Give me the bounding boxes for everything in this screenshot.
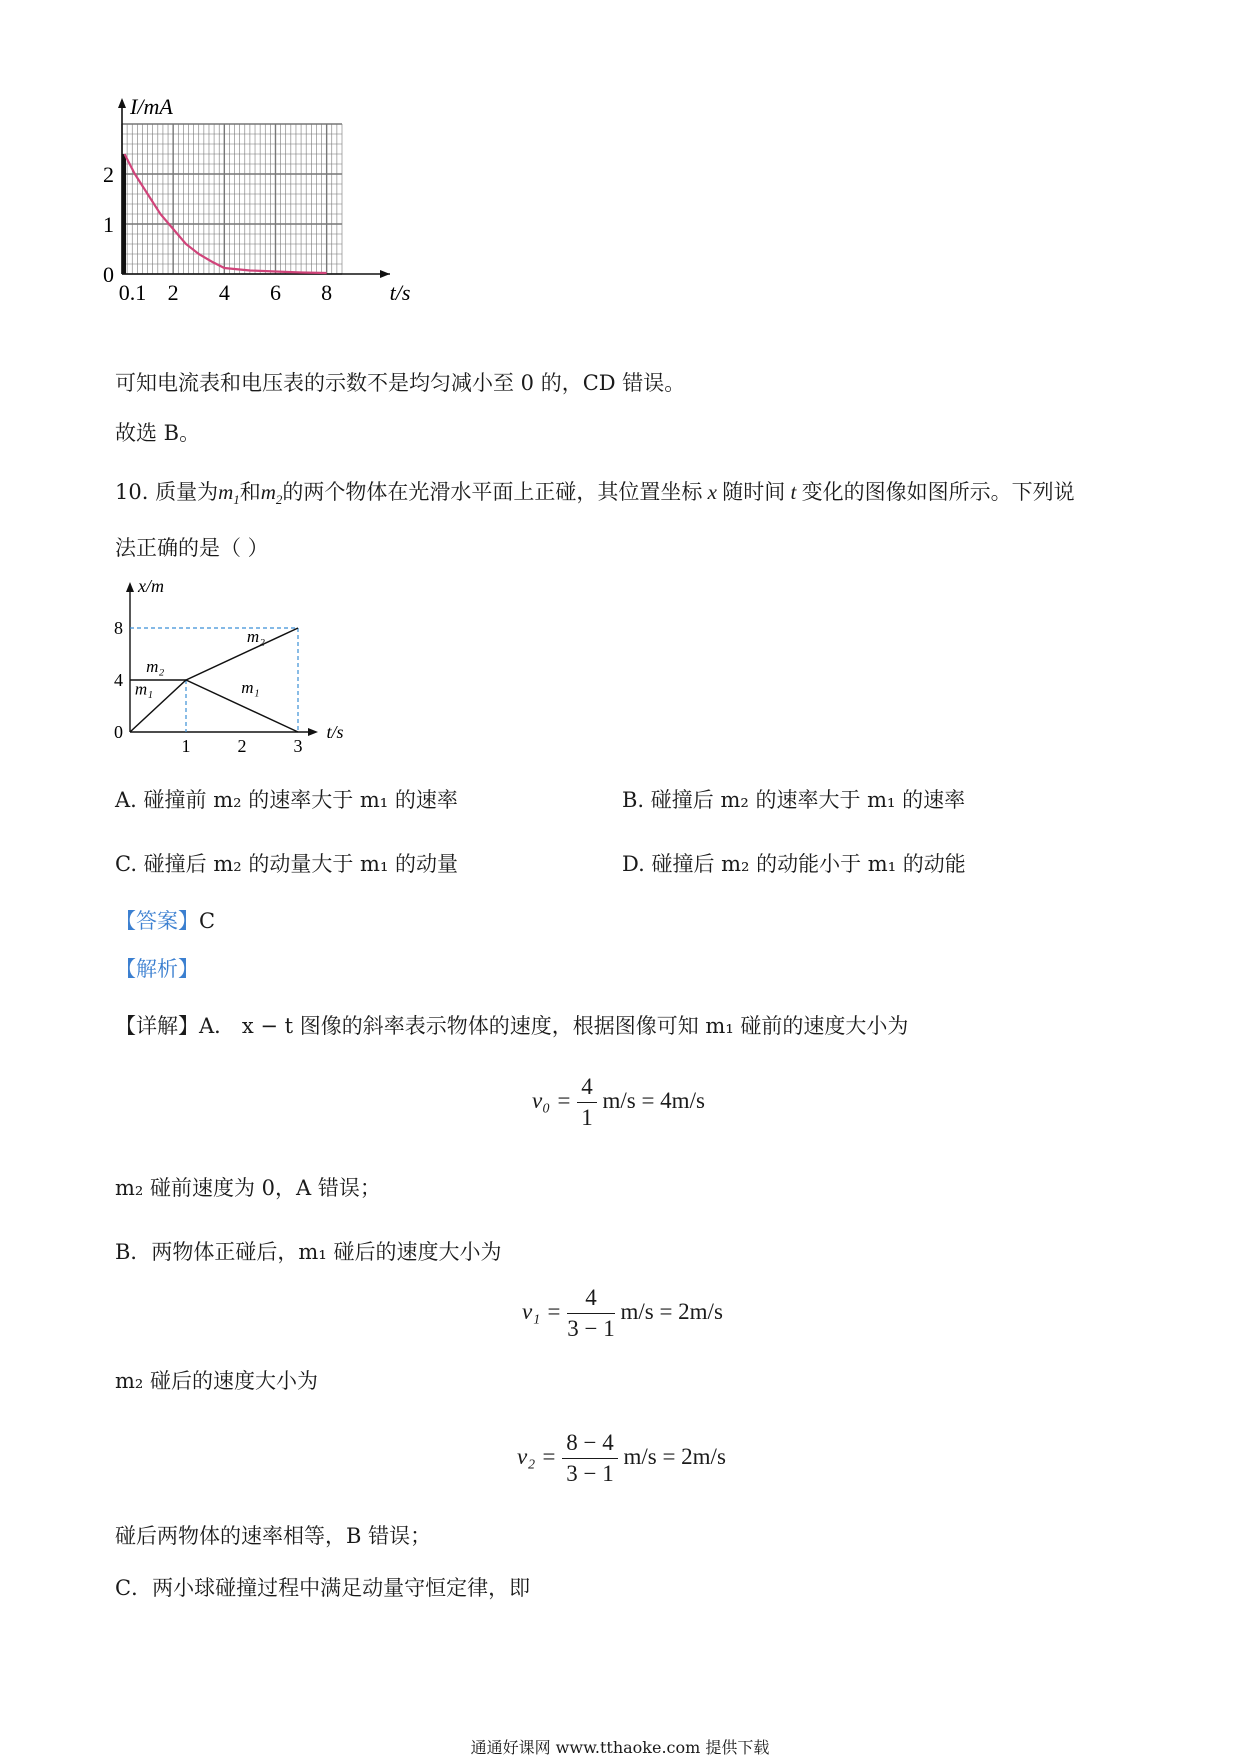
series-m1-line (130, 680, 298, 732)
chart2-marks (130, 628, 298, 732)
question-10-line2: 法正确的是（ ） (115, 536, 269, 560)
chart1-axes (118, 98, 390, 278)
text-line-conclusion: 可知电流表和电压表的示数不是均匀减小至 0 的，CD 错误。 (115, 371, 686, 395)
eq2-numerator: 4 (567, 1283, 614, 1314)
x-symbol: x (702, 480, 723, 504)
eq1-rhs: m/s = 4m/s (602, 1087, 705, 1113)
y-axis-arrow (126, 582, 134, 592)
chart2-labels (114, 576, 344, 752)
eq3-rhs: m/s = 2m/s (623, 1443, 726, 1469)
y-axis-label: x/m (138, 576, 164, 596)
x-axis-label: t/s (326, 722, 344, 742)
option-a[interactable]: A. 碰撞前 m₂ 的速率大于 m₁ 的速率 (115, 788, 458, 812)
x-tick-label: 0.1 (118, 280, 147, 305)
m2-symbol: $m_2$ (260, 480, 283, 508)
y-tick-label: 0 (103, 262, 114, 287)
detail-label: 【详解】 (115, 1014, 199, 1038)
y-tick-label: 0 (114, 722, 123, 742)
x-axis-label: t/s (389, 280, 411, 305)
y-axis-label: I/mA (130, 94, 173, 119)
x-axis-arrow (308, 728, 318, 736)
t-symbol: t (785, 480, 802, 504)
x-tick-label: 3 (293, 736, 303, 752)
equation-v2 (517, 1428, 726, 1489)
q10-part-b: 和 (239, 480, 261, 504)
equation-v0 (532, 1072, 705, 1133)
answer-line (115, 905, 215, 935)
question-10-line1 (115, 476, 1075, 508)
y-tick-label: 1 (103, 212, 114, 237)
y-axis-arrow (118, 98, 126, 108)
x-tick-label: 6 (269, 280, 281, 305)
y-tick-label: 4 (114, 670, 123, 690)
option-c[interactable]: C. 碰撞后 m₂ 的动量大于 m₁ 的动量 (115, 852, 459, 876)
option-b[interactable]: B. 碰撞后 m₂ 的速率大于 m₁ 的速率 (622, 788, 966, 812)
eq3-lhs: v₂ = (517, 1443, 557, 1469)
eq1-lhs: v₀ = (532, 1087, 572, 1113)
option-d[interactable]: D. 碰撞后 m₂ 的动能小于 m₁ 的动能 (622, 852, 966, 876)
text-equal-speeds: 碰后两物体的速率相等，B 错误； (115, 1524, 432, 1548)
eq1-denominator: 1 (581, 1105, 593, 1130)
series-label-m1: m₁ (134, 679, 154, 699)
q10-part-e: 变化的图像如图所示。下列说 (801, 480, 1075, 504)
text-m2-before: m₂ 碰前速度为 0，A 错误； (115, 1176, 381, 1200)
x-tick-label: 4 (218, 280, 230, 305)
eq1-fraction (577, 1072, 597, 1133)
eq1-numerator: 4 (577, 1072, 597, 1103)
text-m2-after: m₂ 碰后的速度大小为 (115, 1369, 319, 1393)
equation-v1 (522, 1283, 723, 1344)
eq2-rhs: m/s = 2m/s (620, 1298, 723, 1324)
q10-part-d: 随时间 (722, 480, 786, 504)
text-line-choose: 故选 B。 (115, 421, 201, 445)
x-tick-label: 2 (237, 736, 247, 752)
current-time-chart (100, 92, 420, 332)
position-time-chart (100, 572, 360, 752)
q10-part-c: 的两个物体在光滑水平面上正碰，其位置坐标 (282, 480, 703, 504)
answer-value: C (199, 909, 216, 933)
x-tick-label: 8 (321, 280, 333, 305)
detail-a-text: A． x − t 图像的斜率表示物体的速度，根据图像可知 m₁ 碰前的速度大小为 (199, 1014, 909, 1038)
y-tick-label: 8 (114, 618, 123, 638)
series-label-m1: m₁ (241, 678, 260, 697)
eq2-lhs: v₁ = (522, 1298, 562, 1324)
eq3-numerator: 8 − 4 (562, 1428, 617, 1459)
analysis-label: 【解析】 (115, 957, 199, 981)
x-tick-label: 2 (167, 280, 179, 305)
text-b-line: B．两物体正碰后，m₁ 碰后的速度大小为 (115, 1240, 502, 1264)
footer-credit: 通通好课网 www.tthaoke.com 提供下载 (470, 1738, 770, 1757)
eq3-fraction (562, 1428, 617, 1489)
text-c-line: C．两小球碰撞过程中满足动量守恒定律，即 (115, 1576, 531, 1600)
series-label-m2: m₂ (246, 627, 266, 647)
q10-part-a: 10. 质量为 (115, 480, 219, 504)
eq3-denominator: 3 − 1 (566, 1461, 614, 1486)
chart1-grid (122, 124, 342, 274)
x-tick-label: 1 (181, 736, 191, 752)
x-axis-arrow (380, 270, 390, 278)
decay-curve (125, 154, 327, 273)
eq2-fraction (567, 1283, 614, 1344)
eq2-denominator: 3 − 1 (567, 1316, 615, 1341)
detail-line-a (115, 1010, 908, 1040)
m1-symbol: $m_1$ (218, 480, 240, 508)
initial-bar (122, 154, 126, 274)
y-tick-label: 2 (103, 162, 114, 187)
series-label-m2: m₂ (146, 657, 165, 676)
answer-label: 【答案】 (115, 909, 199, 933)
